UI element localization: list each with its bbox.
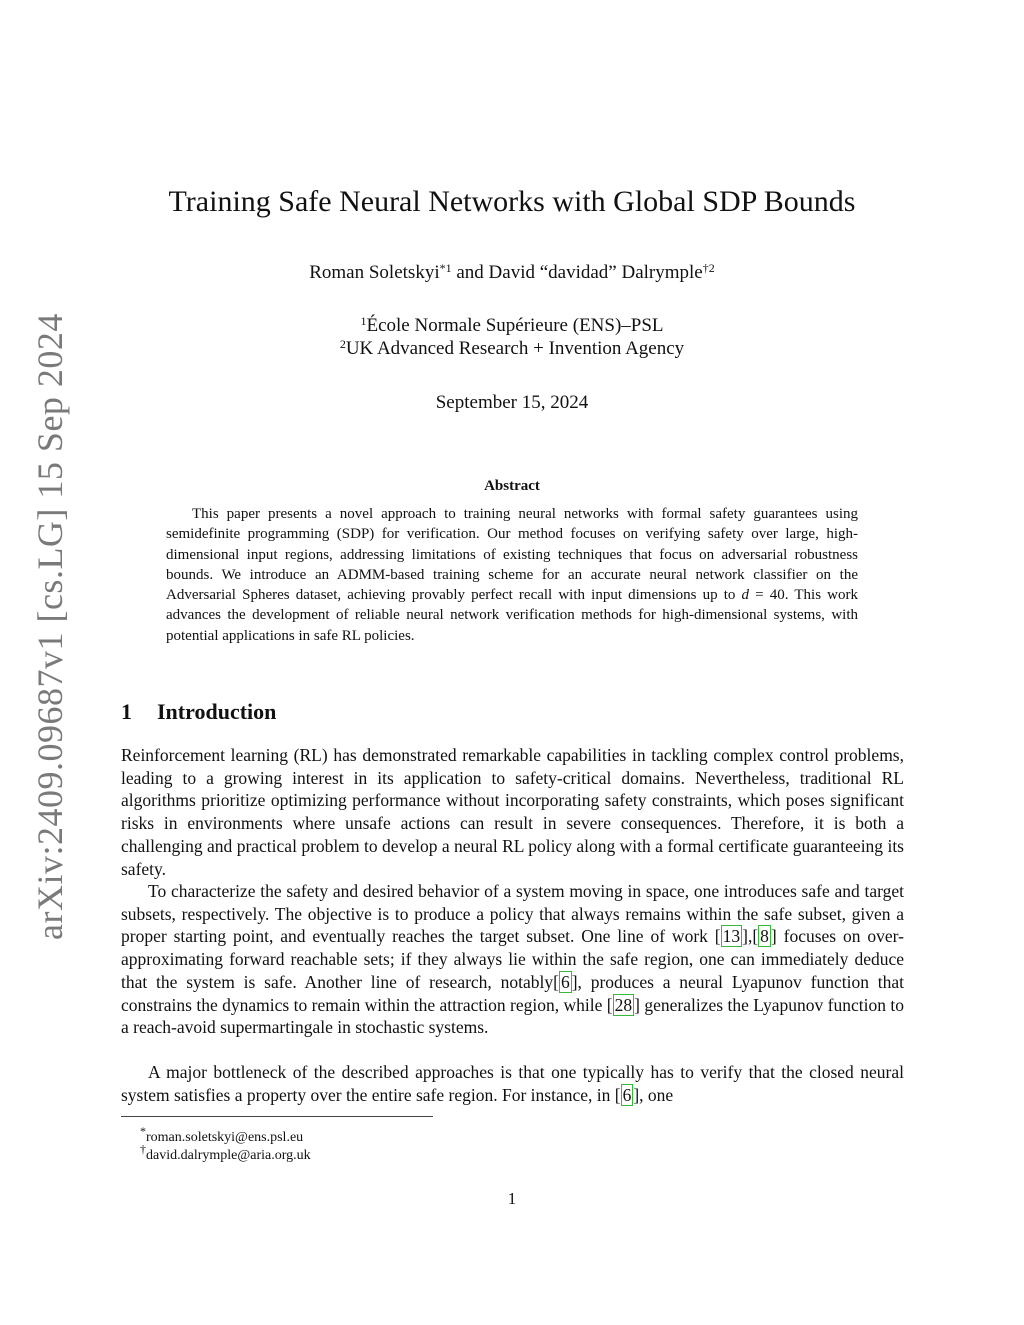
affiliation-2-mark: 2 xyxy=(339,337,346,351)
author-1-marks: *1 xyxy=(439,261,452,275)
affiliation-1-text: École Normale Supérieure (ENS)–PSL xyxy=(366,315,664,336)
paragraph-2 xyxy=(121,880,904,1039)
affiliation-1-mark: 1 xyxy=(360,314,367,328)
paragraph-2-text-2: ],[ xyxy=(742,926,759,947)
paragraph-2-text-3: ] focuses on over-approximating forward reachable sets; if they always lie within the safe region, one can immediately deduce that the system is safe. Another line of research, notably[ xyxy=(121,926,904,992)
section-heading xyxy=(121,698,276,726)
arxiv-identifier-stamp: arXiv:2409.09687v1 [cs.LG] 15 Sep 2024 xyxy=(30,313,70,940)
abstract-body xyxy=(166,504,858,646)
footnote-2-email: david.dalrymple@aria.org.uk xyxy=(146,1148,311,1163)
citation-link-6b[interactable]: 6 xyxy=(622,1084,632,1105)
footnote-1-mark: * xyxy=(140,1124,146,1138)
footnote-1-email: roman.soletskyi@ens.psl.eu xyxy=(146,1130,304,1145)
footnote-divider xyxy=(121,1116,433,1117)
author-line xyxy=(100,256,924,285)
abstract-heading: Abstract xyxy=(484,478,540,494)
section-number: 1 xyxy=(121,699,132,724)
paragraph-2-text-4: ], produces a neural Lyapunov function that constrains the dynamics to remain within the attraction region, while [ xyxy=(121,971,904,1015)
abstract-text-1: This paper presents a novel approach to training neural networks with formal safety guarantees using semidefinite programming (SDP) for verification. Our method focuses on verifying safety over large, high-dimensional input regions, addressing limitations of existing techniques that focus on adversarial robustness bounds. We introduce an ADMM-based training scheme for an accurate neural network classifier on the Adversarial Spheres dataset, achieving provably perfect recall with input dimensions up to xyxy=(166,506,858,604)
affiliation-2-text: UK Advanced Research + Invention Agency xyxy=(345,338,685,359)
paragraph-2-text-5: ] generalizes the Lyapunov function to a reach-avoid supermartingale in stochastic systems. xyxy=(121,994,904,1038)
abstract-math-rest: = 40 xyxy=(749,587,785,604)
paragraph-3 xyxy=(121,1061,904,1106)
citation-link-8[interactable]: 8 xyxy=(760,926,769,947)
footnote-2-mark: † xyxy=(140,1142,146,1156)
paragraph-3-text-1: A major bottleneck of the described approaches is that one typically has to verify that the closed neural system satisfies a property over the entire safe region. For instance, in [ xyxy=(121,1062,904,1105)
affiliation-2 xyxy=(100,332,924,361)
paragraph-2-text-1: To characterize the safety and desired behavior of a system moving in space, one introduces safe and target subsets, respectively. The objective is to produce a policy that always remains within the safe subset, given a proper starting point, and eventually reaches the target subset. One line of work [ xyxy=(121,881,904,947)
citation-link-13[interactable]: 13 xyxy=(722,926,741,947)
citation-link-6[interactable]: 6 xyxy=(560,971,570,992)
footnote-2 xyxy=(140,1140,311,1165)
author-conjunction: and xyxy=(451,262,489,283)
citation-link-28[interactable]: 28 xyxy=(614,994,633,1015)
author-1-name: Roman Soletskyi xyxy=(309,262,440,283)
section-title: Introduction xyxy=(157,699,277,724)
page-number: 1 xyxy=(507,1189,517,1208)
paragraph-3-text-2: ], one xyxy=(633,1084,674,1105)
abstract-text-2: . This work advances the development of reliable neural network verification methods for high-dimensional systems, with potential applications in safe RL policies. xyxy=(166,587,858,644)
paper-title: Training Safe Neural Networks with Global SDP Bounds xyxy=(168,185,856,218)
publication-date: September 15, 2024 xyxy=(435,392,589,413)
abstract-math-variable: d xyxy=(741,587,750,604)
author-2-name: David “davidad” Dalrymple xyxy=(488,262,703,283)
paragraph-1: Reinforcement learning (RL) has demonstrated remarkable capabilities in tackling complex control problems, leading to a growing interest in its application to safety-critical domains. Nevertheless, traditional RL algorithms prioritize optimizing performance without incorporating safety constraints, which poses significant risks in environments where unsafe actions can result in severe consequences. Therefore, it is both a challenging and practical problem to develop a neural RL policy along with a formal certificate guaranteeing its safety. xyxy=(121,745,904,879)
author-2-marks: †2 xyxy=(702,261,715,275)
